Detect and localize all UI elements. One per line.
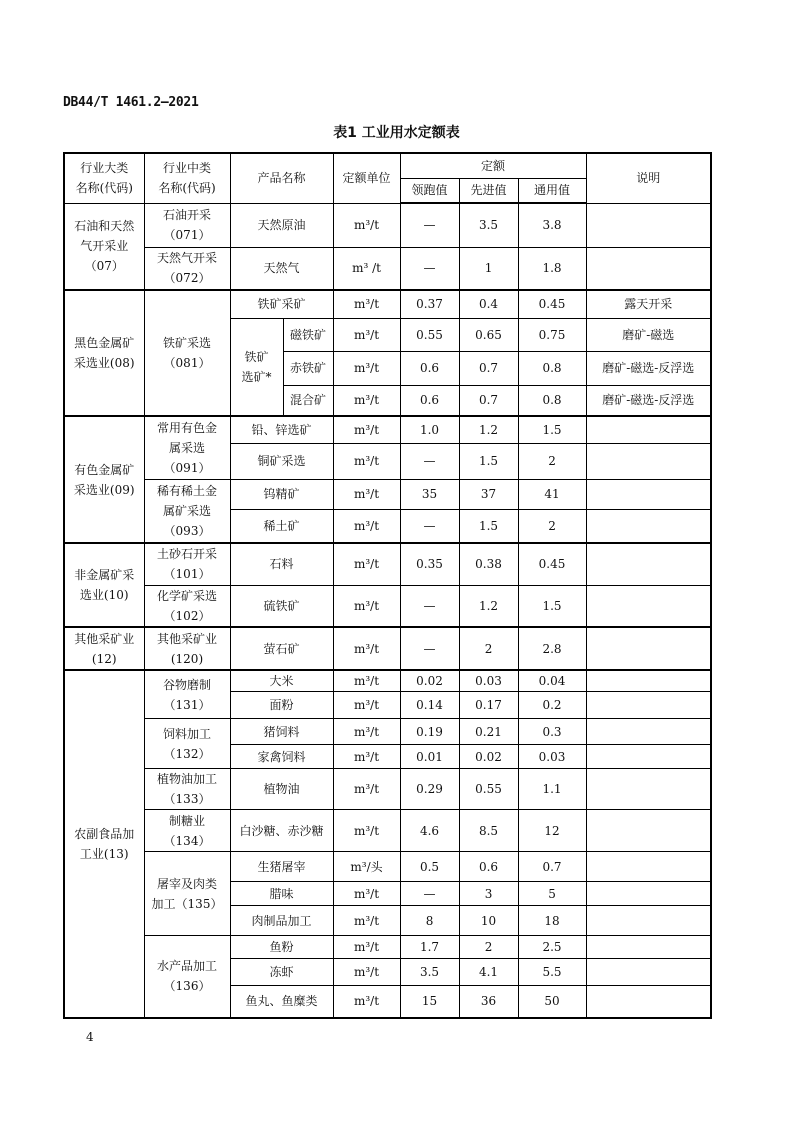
middle-category: 土砂石开采 （101） (144, 543, 230, 585)
cell-lead: 0.37 (400, 290, 459, 318)
cell-general: 1.5 (518, 585, 586, 627)
col-lead: 领跑值 (400, 178, 459, 203)
table-row (64, 769, 711, 810)
cell-advanced: 1.2 (459, 585, 518, 627)
cell-note (586, 692, 711, 719)
product-name: 混合矿 (283, 385, 333, 416)
middle-category: 石油开采 （071） (144, 203, 230, 247)
cell-general: 1.5 (518, 416, 586, 443)
cell-unit: m³/t (333, 479, 400, 509)
cell-general: 2 (518, 509, 586, 543)
middle-category: 水产品加工 （136） (144, 936, 230, 1018)
cell-general: 50 (518, 986, 586, 1018)
product-name: 天然原油 (230, 203, 333, 247)
major-category: 非金属矿采 选业(10) (64, 543, 144, 627)
page-number: 4 (86, 1030, 94, 1044)
cell-unit: m³/t (333, 936, 400, 959)
cell-advanced: 1.5 (459, 509, 518, 543)
middle-category: 化学矿采选 （102） (144, 585, 230, 627)
product-name: 猪饲料 (230, 719, 333, 745)
cell-advanced: 1.5 (459, 443, 518, 479)
table-row (64, 810, 711, 852)
cell-unit: m³/t (333, 385, 400, 416)
document-id: DB44/T 1461.2—2021 (63, 95, 199, 110)
cell-unit: m³/t (333, 509, 400, 543)
cell-advanced: 2 (459, 936, 518, 959)
cell-note (586, 247, 711, 290)
middle-category: 谷物磨制 （131） (144, 670, 230, 719)
cell-general: 3.8 (518, 203, 586, 247)
cell-note (586, 906, 711, 936)
table-row (64, 247, 711, 290)
product-name: 铜矿采选 (230, 443, 333, 479)
table-row (64, 479, 711, 509)
middle-category: 植物油加工 （133） (144, 769, 230, 810)
cell-lead: 0.19 (400, 719, 459, 745)
cell-advanced: 0.21 (459, 719, 518, 745)
table-row (64, 290, 711, 318)
product-name: 鱼丸、鱼糜类 (230, 986, 333, 1018)
water-quota-table (63, 152, 712, 1019)
product-name: 植物油 (230, 769, 333, 810)
cell-unit: m³/t (333, 351, 400, 385)
cell-unit: m³/t (333, 719, 400, 745)
table-row (64, 936, 711, 959)
cell-general: 2 (518, 443, 586, 479)
cell-lead: 1.0 (400, 416, 459, 443)
product-name: 磁铁矿 (283, 318, 333, 351)
cell-advanced: 0.38 (459, 543, 518, 585)
col-advanced: 先进值 (459, 178, 518, 203)
cell-note: 露天开采 (586, 290, 711, 318)
cell-general: 0.2 (518, 692, 586, 719)
cell-general: 0.8 (518, 351, 586, 385)
cell-lead: — (400, 627, 459, 670)
cell-note (586, 585, 711, 627)
cell-advanced: 0.4 (459, 290, 518, 318)
cell-general: 1.8 (518, 247, 586, 290)
cell-lead: — (400, 509, 459, 543)
table-row (64, 719, 711, 745)
product-name: 肉制品加工 (230, 906, 333, 936)
cell-lead: 4.6 (400, 810, 459, 852)
cell-note: 磨矿-磁选 (586, 318, 711, 351)
middle-category: 稀有稀土金 属矿采选 （093） (144, 479, 230, 543)
cell-unit: m³/t (333, 810, 400, 852)
cell-advanced: 10 (459, 906, 518, 936)
table-row (64, 543, 711, 585)
cell-lead: 0.29 (400, 769, 459, 810)
product-name: 天然气 (230, 247, 333, 290)
middle-category: 铁矿采选 （081） (144, 290, 230, 416)
cell-advanced: 3 (459, 882, 518, 906)
table-row (64, 627, 711, 670)
middle-category: 其他采矿业 (120) (144, 627, 230, 670)
cell-unit: m³/头 (333, 852, 400, 882)
product-name: 面粉 (230, 692, 333, 719)
product-name: 萤石矿 (230, 627, 333, 670)
col-major: 行业大类 名称(代码) (64, 153, 144, 203)
table-row (64, 670, 711, 692)
cell-lead: — (400, 882, 459, 906)
cell-unit: m³/t (333, 290, 400, 318)
cell-general: 0.03 (518, 745, 586, 769)
cell-unit: m³/t (333, 443, 400, 479)
middle-category: 饲料加工 （132） (144, 719, 230, 769)
cell-advanced: 1.2 (459, 416, 518, 443)
table-row (64, 203, 711, 247)
cell-advanced: 4.1 (459, 959, 518, 986)
middle-category: 屠宰及肉类 加工（135） (144, 852, 230, 936)
major-category: 黑色金属矿 采选业(08) (64, 290, 144, 416)
cell-general: 0.7 (518, 852, 586, 882)
cell-note (586, 543, 711, 585)
cell-lead: — (400, 203, 459, 247)
cell-unit: m³/t (333, 882, 400, 906)
cell-general: 2.5 (518, 936, 586, 959)
cell-lead: 0.6 (400, 351, 459, 385)
major-category: 其他采矿业 (12) (64, 627, 144, 670)
product-name: 石料 (230, 543, 333, 585)
cell-lead: — (400, 247, 459, 290)
cell-note (586, 416, 711, 443)
cell-unit: m³/t (333, 670, 400, 692)
cell-note (586, 986, 711, 1018)
cell-advanced: 0.17 (459, 692, 518, 719)
cell-lead: 0.01 (400, 745, 459, 769)
col-quota: 定额 (400, 153, 586, 178)
cell-general: 0.75 (518, 318, 586, 351)
table-row (64, 416, 711, 443)
cell-general: 0.3 (518, 719, 586, 745)
cell-unit: m³/t (333, 627, 400, 670)
cell-unit: m³/t (333, 959, 400, 986)
cell-general: 0.8 (518, 385, 586, 416)
product-name: 腊味 (230, 882, 333, 906)
cell-advanced: 0.6 (459, 852, 518, 882)
cell-lead: 35 (400, 479, 459, 509)
product-name: 赤铁矿 (283, 351, 333, 385)
cell-unit: m³/t (333, 318, 400, 351)
cell-advanced: 8.5 (459, 810, 518, 852)
product-name: 硫铁矿 (230, 585, 333, 627)
cell-note (586, 443, 711, 479)
cell-general: 0.04 (518, 670, 586, 692)
product-name: 白沙糖、赤沙糖 (230, 810, 333, 852)
cell-advanced: 0.7 (459, 351, 518, 385)
cell-advanced: 3.5 (459, 203, 518, 247)
cell-unit: m³/t (333, 543, 400, 585)
cell-lead: 0.02 (400, 670, 459, 692)
cell-lead: 0.55 (400, 318, 459, 351)
cell-unit: m³/t (333, 906, 400, 936)
cell-note (586, 509, 711, 543)
cell-advanced: 0.65 (459, 318, 518, 351)
cell-note (586, 627, 711, 670)
cell-note: 磨矿-磁选-反浮选 (586, 351, 711, 385)
cell-lead: 8 (400, 906, 459, 936)
cell-note (586, 936, 711, 959)
cell-unit: m³/t (333, 416, 400, 443)
cell-lead: 0.6 (400, 385, 459, 416)
cell-note (586, 882, 711, 906)
cell-note (586, 852, 711, 882)
col-product: 产品名称 (230, 153, 333, 203)
cell-advanced: 37 (459, 479, 518, 509)
cell-unit: m³/t (333, 585, 400, 627)
table-row (64, 852, 711, 882)
product-name: 冻虾 (230, 959, 333, 986)
product-name: 大米 (230, 670, 333, 692)
product-name: 稀土矿 (230, 509, 333, 543)
table-title: 表1 工业用水定额表 (333, 125, 460, 141)
cell-note (586, 670, 711, 692)
cell-general: 5 (518, 882, 586, 906)
cell-general: 0.45 (518, 290, 586, 318)
product-name: 钨精矿 (230, 479, 333, 509)
table-row (64, 585, 711, 627)
col-general: 通用值 (518, 178, 586, 203)
major-category: 石油和天然 气开采业 （07） (64, 203, 144, 290)
middle-category: 天然气开采 （072） (144, 247, 230, 290)
cell-advanced: 0.02 (459, 745, 518, 769)
cell-general: 0.45 (518, 543, 586, 585)
cell-general: 2.8 (518, 627, 586, 670)
col-unit: 定额单位 (333, 153, 400, 203)
cell-unit: m³/t (333, 692, 400, 719)
cell-lead: 3.5 (400, 959, 459, 986)
cell-note (586, 479, 711, 509)
cell-unit: m³ /t (333, 247, 400, 290)
cell-note (586, 203, 711, 247)
cell-advanced: 36 (459, 986, 518, 1018)
cell-lead: 15 (400, 986, 459, 1018)
cell-advanced: 0.7 (459, 385, 518, 416)
product-name: 鱼粉 (230, 936, 333, 959)
product-name: 铅、锌选矿 (230, 416, 333, 443)
cell-lead: — (400, 585, 459, 627)
cell-lead: 0.35 (400, 543, 459, 585)
cell-note (586, 959, 711, 986)
product-name: 家禽饲料 (230, 745, 333, 769)
col-note: 说明 (586, 153, 711, 203)
cell-lead: 0.5 (400, 852, 459, 882)
cell-advanced: 0.03 (459, 670, 518, 692)
major-category: 农副食品加 工业(13) (64, 670, 144, 1018)
cell-general: 12 (518, 810, 586, 852)
cell-note (586, 719, 711, 745)
major-category: 有色金属矿 采选业(09) (64, 416, 144, 543)
cell-unit: m³/t (333, 986, 400, 1018)
cell-advanced: 2 (459, 627, 518, 670)
cell-lead: 0.14 (400, 692, 459, 719)
cell-unit: m³/t (333, 769, 400, 810)
cell-note (586, 810, 711, 852)
cell-unit: m³/t (333, 203, 400, 247)
cell-note (586, 745, 711, 769)
product-group: 铁矿 选矿* (230, 318, 283, 416)
cell-unit: m³/t (333, 745, 400, 769)
cell-lead: — (400, 443, 459, 479)
cell-general: 18 (518, 906, 586, 936)
col-middle: 行业中类 名称(代码) (144, 153, 230, 203)
product-name: 铁矿采矿 (230, 290, 333, 318)
cell-general: 41 (518, 479, 586, 509)
product-name: 生猪屠宰 (230, 852, 333, 882)
middle-category: 制糖业 （134） (144, 810, 230, 852)
cell-general: 5.5 (518, 959, 586, 986)
cell-note: 磨矿-磁选-反浮选 (586, 385, 711, 416)
cell-lead: 1.7 (400, 936, 459, 959)
cell-advanced: 1 (459, 247, 518, 290)
cell-note (586, 769, 711, 810)
middle-category: 常用有色金 属采选 （091） (144, 416, 230, 479)
cell-general: 1.1 (518, 769, 586, 810)
cell-advanced: 0.55 (459, 769, 518, 810)
